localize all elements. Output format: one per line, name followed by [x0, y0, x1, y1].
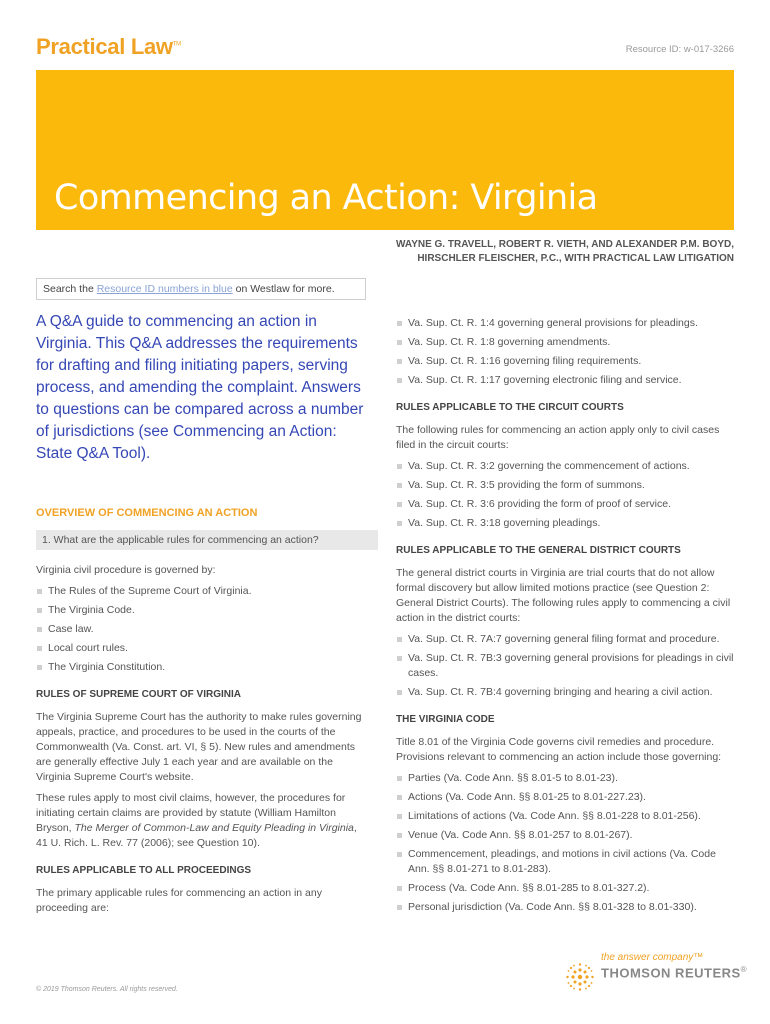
list-item: Va. Sup. Ct. R. 1:16 governing filing requirements. [396, 354, 734, 369]
list-item: Va. Sup. Ct. R. 7B:4 governing bringing and hearing a civil action. [396, 685, 734, 700]
copyright: © 2019 Thomson Reuters. All rights reserved. [36, 986, 178, 993]
search-note-after: on Westlaw for more. [232, 283, 335, 295]
authors-line-2: HIRSCHLER FLEISCHER, P.C., WITH PRACTICAL LAW LITIGATION [417, 253, 734, 264]
governed-list [36, 584, 366, 675]
list-item: Va. Sup. Ct. R. 1:8 governing amendments. [396, 335, 734, 350]
practical-law-logo [36, 34, 181, 60]
list-item: The Rules of the Supreme Court of Virginia. [36, 584, 366, 599]
paragraph: The Virginia Supreme Court has the authority to make rules governing appeals, practice, and procedures to be used in the courts of the Commonwealth (Va. Const. art. VI, § 5). New rules and amendments are generally effective July 1 each year and are available on the Virginia Supreme Court's website. [36, 711, 362, 783]
right-column [396, 316, 734, 919]
list-item: Va. Sup. Ct. R. 1:17 governing electronic filing and service. [396, 373, 734, 388]
list-item: Venue (Va. Code Ann. §§ 8.01-257 to 8.01-267). [396, 828, 734, 843]
paragraph: The general district courts in Virginia are trial courts that do not allow formal discovery but allow limited motions practice (see Question 2: General District Courts). The following rules apply to commencing a civil action in the district courts: [396, 567, 731, 624]
logo-trademark: TM [172, 41, 181, 48]
list-item: Actions (Va. Code Ann. §§ 8.01-25 to 8.01-227.23). [396, 790, 734, 805]
section-heading: RULES APPLICABLE TO THE CIRCUIT COURTS [396, 402, 624, 413]
section-heading: RULES APPLICABLE TO THE GENERAL DISTRICT COURTS [396, 545, 681, 556]
list-item: Commencement, pleadings, and motions in civil actions (Va. Code Ann. §§ 8.01-271 to 8.01-283). [396, 847, 734, 877]
thomson-reuters-wordmark [601, 965, 747, 980]
list-item: Va. Sup. Ct. R. 3:2 governing the commencement of actions. [396, 459, 734, 474]
logo-text: Practical Law [36, 34, 173, 59]
list-item: Case law. [36, 622, 366, 637]
paragraph: Title 8.01 of the Virginia Code governs civil remedies and procedure. Provisions relevant to commencing an action include those governing: [396, 736, 722, 763]
footer-tagline: the answer company™ [601, 952, 704, 963]
section-heading: RULES OF SUPREME COURT OF VIRGINIA [36, 689, 242, 700]
section-heading: RULES APPLICABLE TO ALL PROCEEDINGS [36, 865, 252, 876]
thomson-reuters-logo-icon [565, 962, 595, 992]
left-column [36, 563, 366, 922]
intro-summary: A Q&A guide to commencing an action in Virginia. This Q&A addresses the requirements for drafting and filing initiating papers, serving process, and amending the complaint. Answers to questions can be compared across a number of jurisdictions (see Commencing an Action: State Q&A Tool). [36, 313, 364, 462]
district-list [396, 632, 734, 700]
section-heading: THE VIRGINIA CODE [396, 714, 495, 725]
list-item: Va. Sup. Ct. R. 7B:3 governing general provisions for pleadings in civil cases. [396, 651, 734, 681]
list-item: Va. Sup. Ct. R. 3:6 providing the form of proof of service. [396, 497, 734, 512]
resource-id: Resource ID: w-017-3266 [625, 44, 734, 55]
title-banner [36, 70, 734, 230]
list-item: Va. Sup. Ct. R. 7A:7 governing general filing format and procedure. [396, 632, 734, 647]
circuit-list [396, 459, 734, 531]
list-item: Local court rules. [36, 641, 366, 656]
company-name: THOMSON REUTERS [601, 965, 741, 981]
governed-intro: Virginia civil procedure is governed by: [36, 564, 216, 576]
list-item: Va. Sup. Ct. R. 1:4 governing general provisions for pleadings. [396, 316, 734, 331]
list-item: Personal jurisdiction (Va. Code Ann. §§ 8.01-328 to 8.01-330). [396, 900, 734, 915]
list-item: Limitations of actions (Va. Code Ann. §§ 8.01-228 to 8.01-256). [396, 809, 734, 824]
code-list [396, 771, 734, 915]
resource-id-link[interactable]: Resource ID numbers in blue [96, 283, 233, 295]
list-item: Process (Va. Code Ann. §§ 8.01-285 to 8.01-327.2). [396, 881, 734, 896]
list-item: Va. Sup. Ct. R. 3:5 providing the form of summons. [396, 478, 734, 493]
list-item: The Virginia Constitution. [36, 660, 366, 675]
overview-heading: OVERVIEW OF COMMENCING AN ACTION [36, 507, 258, 519]
all-proceedings-list [396, 316, 734, 388]
citation-title: The Merger of Common-Law and Equity Pleading in Virginia [74, 822, 354, 834]
paragraph: The primary applicable rules for commencing an action in any proceeding are: [36, 887, 322, 914]
search-note [36, 278, 366, 300]
page-title: Commencing an Action: Virginia [54, 178, 598, 218]
list-item: Parties (Va. Code Ann. §§ 8.01-5 to 8.01-23). [396, 771, 734, 786]
authors-line-1: WAYNE G. TRAVELL, ROBERT R. VIETH, AND ALEXANDER P.M. BOYD, [396, 239, 734, 250]
search-note-before: Search the [43, 283, 97, 295]
paragraph: The following rules for commencing an action apply only to civil cases filed in the circuit courts: [396, 424, 720, 451]
text-run: , 41 U. Rich. L. Rev. 77 (2006); see Question 10). [36, 822, 357, 849]
company-mark: ® [740, 965, 748, 974]
paragraph [36, 791, 366, 851]
text-run: These rules apply to most civil claims, however, the procedures for initiating certain claims are provided by statute (William Hamilton Bryson, [36, 792, 346, 834]
list-item: Va. Sup. Ct. R. 3:18 governing pleadings. [396, 516, 734, 531]
list-item: The Virginia Code. [36, 603, 366, 618]
question-1-box: 1. What are the applicable rules for commencing an action? [36, 530, 378, 550]
authors [396, 238, 734, 266]
